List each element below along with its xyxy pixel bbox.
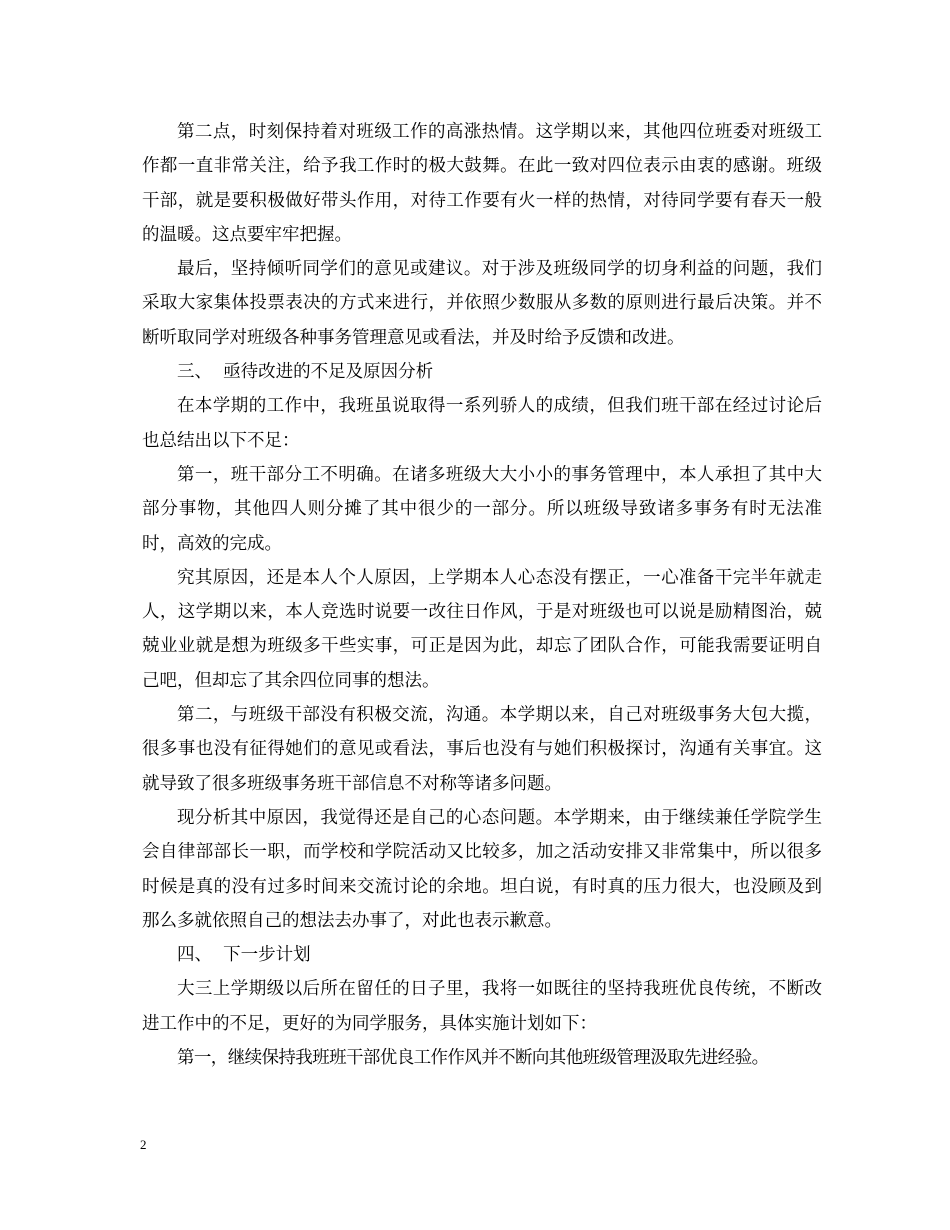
page-number: 2: [140, 1137, 147, 1152]
section-heading: 三、 亟待改进的不足及原因分析: [177, 362, 434, 383]
paragraph: 究其原因，还是本人个人原因，上学期本人心态没有摆正，一心准备干完半年就走人，这学期以来，本人竞选时说要一改往日作风，于是对班级也可以说是励精图治，兢兢业业就是想为班级多干些实事，可正是因为此，却忘了团队合作，可能我需要证明自己吧，但却忘了其余四位同事的想法。: [142, 567, 822, 691]
paragraph: 最后，坚持倾听同学们的意见或建议。对于涉及班级同学的切身利益的问题，我们采取大家集体投票表决的方式来进行，并依照少数服从多数的原则进行最后决策。并不断听取同学对班级各种事务管理意见或看法，并及时给予反馈和改进。: [142, 259, 822, 348]
paragraph: 第一，继续保持我班班干部优良工作作风并不断向其他班级管理汲取先进经验。: [177, 1048, 769, 1069]
paragraph: 现分析其中原因，我觉得还是自己的心态问题。本学期来，由于继续兼任学院学生会自律部部长一职，而学校和学院活动又比较多，加之活动安排又非常集中，所以很多时候是真的没有过多时间来交流讨论的余地。坦白说，有时真的压力很大，也没顾及到那么多就依照自己的想法去办事了，对此也表示歉意。: [142, 807, 822, 931]
paragraph: 第二，与班级干部没有积极交流，沟通。本学期以来，自己对班级事务大包大揽，很多事也没有征得她们的意见或看法，事后也没有与她们积极探讨，沟通有关事宜。这就导致了很多班级事务班干部信息不对称等诸多问题。: [142, 705, 822, 794]
document-body: [142, 115, 822, 1075]
paragraph: 在本学期的工作中，我班虽说取得一系列骄人的成绩，但我们班干部在经过讨论后也总结出以下不足：: [142, 396, 822, 451]
paragraph: 第二点，时刻保持着对班级工作的高涨热情。这学期以来，其他四位班委对班级工作都一直非常关注，给予我工作时的极大鼓舞。在此一致对四位表示由衷的感谢。班级干部，就是要积极做好带头作用，对待工作要有火一样的热情，对待同学要有春天一般的温暖。这点要牢牢把握。: [142, 122, 822, 245]
paragraph: 大三上学期级以后所在留任的日子里，我将一如既往的坚持我班优良传统，不断改进工作中的不足，更好的为同学服务，具体实施计划如下：: [142, 979, 822, 1034]
paragraph: 第一，班干部分工不明确。在诸多班级大大小小的事务管理中，本人承担了其中大部分事物，其他四人则分摊了其中很少的一部分。所以班级导致诸多事务有时无法准时，高效的完成。: [142, 464, 822, 554]
section-heading: 四、 下一步计划: [177, 945, 311, 966]
